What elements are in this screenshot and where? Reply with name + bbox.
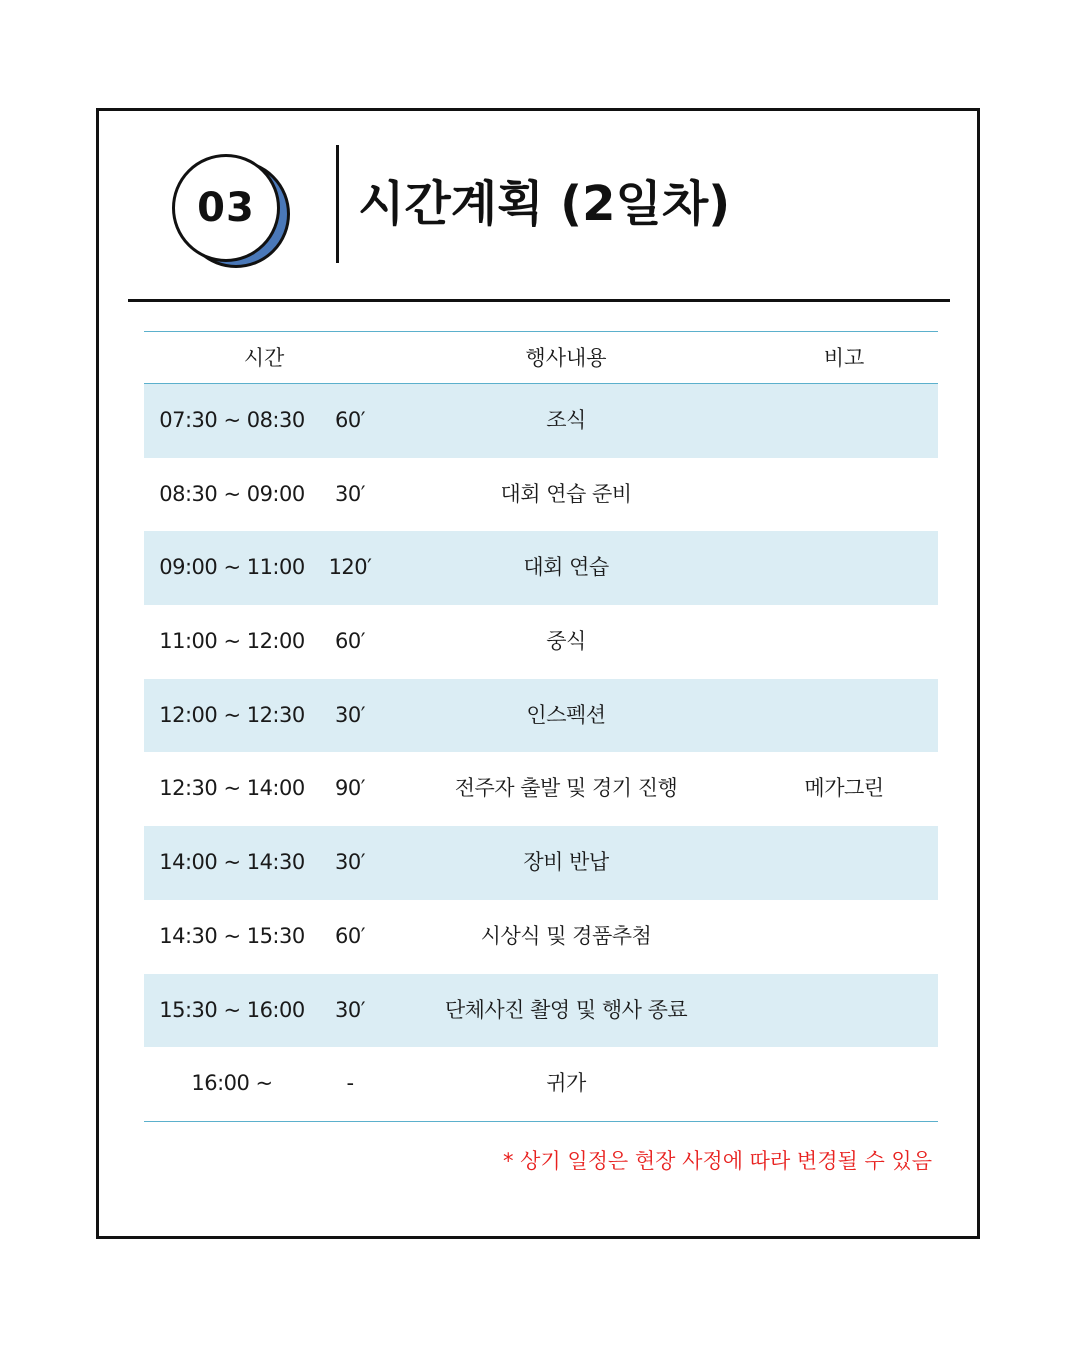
- page-title: 시간계획 (2일차): [358, 176, 731, 232]
- table-row: [144, 458, 938, 532]
- row-time: 11:00 ~ 12:00: [159, 629, 305, 654]
- row-note: [784, 826, 904, 900]
- row-content: 단체사진 촬영 및 행사 종료: [444, 997, 688, 1022]
- row-content: 장비 반납: [523, 850, 609, 875]
- header-time: 시간: [243, 346, 285, 370]
- table-row: [144, 531, 938, 605]
- schedule-table: [144, 331, 938, 1122]
- table-row: [144, 900, 938, 974]
- row-duration: 30′: [335, 702, 365, 727]
- row-content: 시상식 및 경품추첨: [480, 923, 652, 948]
- row-note: [784, 384, 904, 458]
- row-content: 조식: [546, 408, 586, 432]
- row-time: 12:00 ~ 12:30: [159, 702, 305, 727]
- header-note: 비고: [823, 346, 865, 370]
- row-time: 14:30 ~ 15:30: [159, 923, 305, 948]
- table-row: [144, 752, 938, 826]
- row-duration: 60′: [335, 923, 365, 948]
- row-duration: 30′: [335, 850, 365, 875]
- row-time: 15:30 ~ 16:00: [159, 997, 305, 1022]
- row-note: [784, 900, 904, 974]
- section-number-badge: 03: [172, 154, 280, 262]
- row-duration: 60′: [335, 408, 365, 432]
- row-time: 16:00 ~: [191, 1071, 273, 1096]
- header-rule: [128, 299, 950, 302]
- table-row: [144, 679, 938, 753]
- table-row: [144, 1047, 938, 1122]
- row-time: 08:30 ~ 09:00: [159, 481, 305, 506]
- row-note: [784, 458, 904, 532]
- row-time: 14:00 ~ 14:30: [159, 850, 305, 875]
- row-time: 12:30 ~ 14:00: [159, 776, 305, 801]
- header-content: 행사내용: [525, 346, 607, 370]
- row-content: 전주자 출발 및 경기 진행: [454, 776, 678, 801]
- table-row: [144, 826, 938, 900]
- row-duration: 30′: [335, 481, 365, 506]
- row-content: 중식: [546, 629, 586, 654]
- row-duration: -: [346, 1071, 354, 1096]
- table-row: [144, 384, 938, 458]
- table-row: [144, 974, 938, 1048]
- row-content: 인스펙션: [526, 702, 606, 727]
- row-content: 귀가: [546, 1071, 586, 1096]
- row-note: [784, 531, 904, 605]
- row-duration: 60′: [335, 629, 365, 654]
- row-duration: 90′: [335, 776, 365, 801]
- row-time: 07:30 ~ 08:30: [159, 408, 305, 432]
- title-divider: [336, 145, 339, 263]
- row-note: 메가그린: [804, 776, 884, 801]
- table-row: [144, 605, 938, 679]
- row-duration: 30′: [335, 997, 365, 1022]
- row-note: [784, 1047, 904, 1121]
- row-content: 대회 연습 준비: [500, 481, 632, 506]
- row-content: 대회 연습: [523, 555, 609, 580]
- schedule-change-notice: * 상기 일정은 현장 사정에 따라 변경될 수 있음: [502, 1149, 932, 1173]
- table-header: [144, 331, 938, 384]
- row-time: 09:00 ~ 11:00: [159, 555, 305, 580]
- row-duration: 120′: [328, 555, 372, 580]
- row-note: [784, 974, 904, 1048]
- row-note: [784, 605, 904, 679]
- row-note: [784, 679, 904, 753]
